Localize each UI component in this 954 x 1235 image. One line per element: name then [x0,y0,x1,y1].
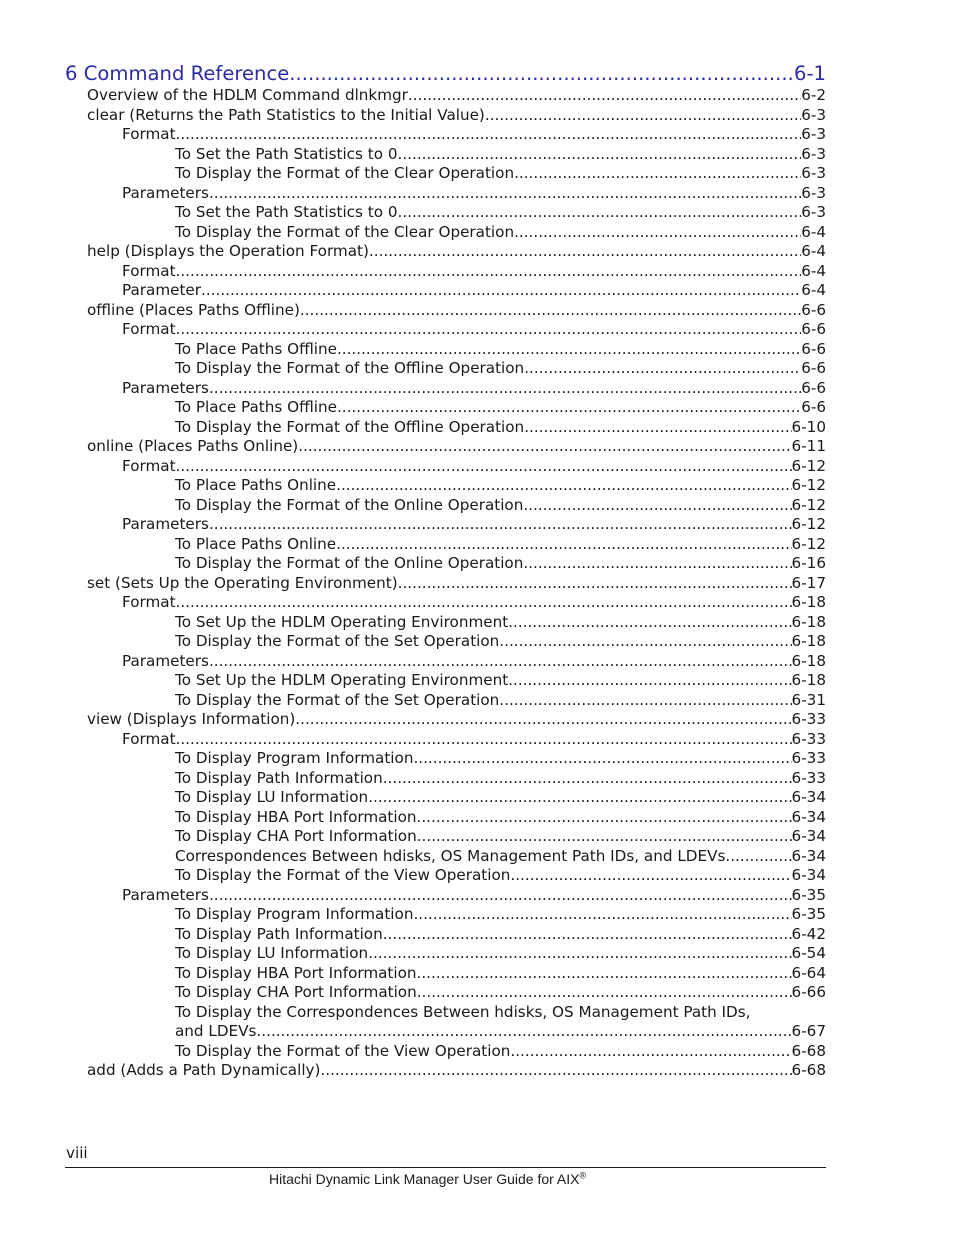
toc-entry[interactable] [0,379,826,399]
toc-leader-dots [514,164,801,184]
toc-leader-dots [368,944,791,964]
toc-entry-title: Parameters [122,885,209,904]
toc-entry-title: To Display the Format of the View Operation [175,1041,511,1060]
toc-entry-page: 6-54 [791,944,826,962]
toc-entry-page: 6-33 [791,749,826,767]
toc-leader-dots [508,613,791,633]
toc-entry-page: 6-68 [791,1041,826,1060]
toc-entry[interactable] [0,886,826,906]
toc-leader-dots [523,496,791,516]
toc-leader-dots [176,320,802,340]
toc-entry[interactable] [0,320,826,340]
toc-entry-page: 6-64 [791,963,826,982]
toc-leader-dots [510,866,791,886]
toc-entry-page: 6-6 [801,300,826,319]
toc-entry-title: Overview of the HDLM Command dlnkmgr [87,86,408,104]
toc-leader-dots [295,710,791,730]
toc-entry[interactable] [0,574,826,594]
toc-entry-title: To Display LU Information [175,944,369,962]
toc-entry[interactable] [0,301,826,321]
toc-entry-page: 6-18 [791,671,826,689]
toc-entry[interactable] [0,223,826,243]
toc-leader-dots [417,983,792,1003]
toc-entry-title: To Place Paths Offline [175,339,337,358]
toc-leader-dots [256,1022,791,1042]
toc-entry-title: To Display the Format of the Offline Operation [175,359,525,377]
toc-entry[interactable] [0,86,826,106]
toc-entry-page: 6-35 [791,885,826,904]
toc-entry[interactable] [0,671,826,691]
toc-leader-dots [209,886,792,906]
table-of-contents [0,62,954,1081]
toc-entry-page: 6-6 [801,339,826,358]
toc-entry-title: Parameters [122,651,209,670]
toc-entry-page: 6-68 [791,1061,826,1079]
footer-divider [65,1167,826,1168]
toc-entry[interactable] [0,554,826,574]
toc-entry-title: clear (Returns the Path Statistics to the Initial Value) [87,105,485,124]
toc-leader-dots [413,749,791,769]
toc-leader-dots [337,340,801,360]
toc-leader-dots [510,1042,791,1062]
toc-leader-dots [524,418,791,438]
toc-entry-page: 6-35 [791,905,826,923]
toc-entry-title: To Display HBA Port Information [175,807,417,826]
toc-leader-dots [336,535,791,555]
toc-entry-title: Correspondences Between hdisks, OS Management Path IDs, and LDEVs. [175,846,731,865]
toc-entry[interactable] [0,983,826,1003]
toc-entry[interactable] [0,125,826,145]
toc-entry-title: To Set the Path Statistics to 0 [175,144,398,163]
toc-entry-page: 6-34 [791,827,826,845]
toc-entry-title: To Display HBA Port Information [175,963,417,982]
toc-entry[interactable] [0,866,826,886]
toc-entry[interactable] [0,145,826,165]
footer-title-text: Hitachi Dynamic Link Manager User Guide for AIX [269,1171,580,1187]
toc-entry[interactable] [0,340,826,360]
toc-entry-title: To Display CHA Port Information [175,827,417,845]
toc-leader-dots [499,632,791,652]
toc-entry-title: To Display Path Information [175,924,383,943]
toc-entry-page: 6-3 [801,144,826,163]
toc-entry[interactable] [0,769,826,789]
toc-leader-dots [176,457,792,477]
toc-entry-title: Format [122,125,176,143]
toc-leader-dots [201,281,801,301]
toc-entry-title: To Display LU Information [175,788,369,806]
toc-entry-title: Format [122,729,176,748]
toc-entry-title: To Set the Path Statistics to 0 [175,203,398,221]
toc-entry[interactable] [0,730,826,750]
toc-entry-title: To Display the Format of the Clear Operation [175,222,515,241]
toc-entry[interactable] [0,944,826,964]
toc-entry-page: 6-3 [801,105,826,124]
toc-entry-title: help (Displays the Operation Format) [87,242,369,260]
toc-leader-dots [336,476,791,496]
toc-entry-page: 6-6 [801,359,826,377]
toc-entry-title: set (Sets Up the Operating Environment) [87,573,398,592]
toc-leader-dots [398,145,802,165]
toc-entry-title: Format [122,593,176,611]
toc-entry[interactable] [0,515,826,535]
toc-entry-title: Parameters [122,183,209,202]
toc-entry-page: 6-66 [791,983,826,1001]
toc-leader-dots [383,769,792,789]
toc-entry[interactable] [0,418,826,438]
toc-entry[interactable] [0,652,826,672]
toc-entry-page: 6-18 [791,593,826,611]
toc-entry-page: 6-34 [791,788,826,806]
toc-entry[interactable] [0,457,826,477]
toc-entry-title: Format [122,320,176,338]
toc-entry[interactable] [0,632,826,652]
toc-entry-page: 6-10 [791,417,826,436]
toc-entry-title: view (Displays Information) [87,710,296,728]
toc-entry-title: Format [122,261,176,280]
toc-entry-title: Format [122,456,176,475]
toc-entry-title: To Display the Format of the View Operation [175,866,511,884]
toc-entry[interactable] [0,749,826,769]
toc-entry-list [0,86,954,1081]
toc-entry-page: 6-4 [801,261,826,280]
toc-entry[interactable] [0,691,826,711]
toc-entry-title: add (Adds a Path Dynamically) [87,1061,321,1079]
toc-leader-dots [209,379,801,399]
toc-entry-page: 6-6 [801,320,826,338]
toc-leader-dots [398,574,792,594]
toc-leader-dots [514,223,801,243]
toc-entry-title: To Display the Format of the Clear Operation [175,164,515,182]
toc-entry-page: 6-2 [801,86,826,104]
toc-entry[interactable] [0,164,826,184]
toc-entry[interactable] [0,398,826,418]
toc-entry-title: and LDEVs [175,1022,257,1040]
toc-entry-page: 6-6 [801,378,826,397]
toc-entry[interactable] [0,106,826,126]
toc-entry-title: To Place Paths Offline [175,398,337,416]
toc-entry[interactable] [0,359,826,379]
toc-entry[interactable] [0,184,826,204]
toc-leader-dots [398,203,802,223]
toc-entry[interactable] [0,827,826,847]
toc-leader-dots [300,301,801,321]
toc-entry[interactable] [0,281,826,301]
toc-leader-dots [417,964,792,984]
toc-entry[interactable] [0,476,826,496]
toc-entry-page: 6-11 [791,437,826,455]
toc-entry-title: To Display the Format of the Set Operation [175,632,500,650]
toc-entry[interactable] [0,925,826,945]
toc-entry[interactable] [0,1022,826,1042]
toc-entry-page: 6-6 [801,398,826,416]
toc-entry-page: 6-33 [791,710,826,728]
toc-leader-dots [730,847,791,867]
toc-leader-dots [368,788,791,808]
toc-entry-title: To Display the Correspondences Between hdisks, OS Management Path IDs, [175,1002,751,1021]
toc-leader-dots [524,359,801,379]
toc-leader-dots [176,730,792,750]
toc-entry-title: To Display the Format of the Online Operation [175,495,524,514]
toc-leader-dots [320,1061,791,1081]
toc-leader-dots [408,86,801,106]
toc-entry-page: 6-33 [791,768,826,787]
toc-entry[interactable] [0,593,826,613]
toc-entry-page: 6-3 [801,164,826,182]
toc-entry-page: 6-31 [791,690,826,709]
toc-entry[interactable] [0,437,826,457]
registered-mark: ® [579,1170,587,1181]
toc-entry[interactable] [0,1061,826,1081]
toc-entry-page: 6-18 [791,632,826,650]
toc-leader-dots [413,905,791,925]
toc-entry-title: To Place Paths Online [175,476,337,494]
toc-entry-page: 6-12 [791,495,826,514]
toc-entry-page: 6-34 [791,866,826,884]
toc-leader-dots [176,262,802,282]
toc-entry[interactable] [0,1003,826,1023]
toc-leader-dots [176,593,792,613]
toc-leader-dots [298,437,791,457]
toc-leader-dots [417,808,792,828]
toc-leader-dots [499,691,791,711]
toc-entry-title: Parameter [122,281,202,299]
toc-entry[interactable] [0,535,826,555]
toc-entry-page: 6-12 [791,515,826,533]
toc-entry-page: 6-16 [791,554,826,572]
toc-leader-dots [417,827,792,847]
toc-leader-dots [209,184,801,204]
toc-entry[interactable] [0,1042,826,1062]
toc-entry-page: 6-17 [791,573,826,592]
toc-entry-title: To Display CHA Port Information [175,983,417,1001]
toc-entry[interactable] [0,808,826,828]
toc-entry-title: To Display the Format of the Set Operation [175,690,500,709]
toc-entry[interactable] [0,847,826,867]
toc-entry-page: 6-3 [801,183,826,202]
toc-entry-page: 6-42 [791,924,826,943]
toc-entry-page: 6-34 [791,807,826,826]
toc-entry-page: 6-4 [801,281,826,299]
footer-page-number: viii [66,1144,88,1162]
toc-entry[interactable] [0,905,826,925]
toc-chapter-page: 6-1 [793,62,826,85]
toc-leader-dots [209,515,792,535]
toc-entry-title: To Display the Format of the Online Operation [175,554,524,572]
toc-entry-title: offline (Places Paths Offline) [87,300,300,319]
toc-entry[interactable] [0,262,826,282]
toc-entry-title: To Set Up the HDLM Operating Environment [175,671,509,689]
toc-entry-title: To Place Paths Online [175,534,337,553]
toc-entry-title: To Set Up the HDLM Operating Environment [175,612,509,631]
toc-entry[interactable] [0,964,826,984]
toc-entry-page: 6-18 [791,651,826,670]
toc-leader-dots [508,671,791,691]
toc-entry-title: To Display Program Information [175,905,414,923]
footer-document-title [269,1171,586,1187]
toc-entry-page: 6-4 [801,222,826,241]
toc-entry-page: 6-34 [791,846,826,865]
toc-entry[interactable] [0,710,826,730]
toc-entry-title: online (Places Paths Online) [87,437,299,455]
toc-leader-dots [209,652,792,672]
toc-entry-page: 6-67 [791,1022,826,1040]
toc-entry-page: 6-3 [801,125,826,143]
toc-entry[interactable] [0,242,826,262]
toc-entry[interactable] [0,496,826,516]
toc-entry-page: 6-33 [791,729,826,748]
toc-leader-dots [523,554,791,574]
toc-leader-dots [485,106,801,126]
toc-entry-title: To Display Path Information [175,768,383,787]
toc-entry-page: 6-12 [791,456,826,475]
toc-entry-title: To Display Program Information [175,749,414,767]
toc-entry-page: 6-12 [791,476,826,494]
toc-entry-page: 6-4 [801,242,826,260]
toc-chapter-entry[interactable] [0,62,826,86]
toc-entry-page: 6-18 [791,612,826,631]
toc-entry-title: Parameters [122,515,209,533]
toc-entry-page: 6-12 [791,534,826,553]
toc-entry[interactable] [0,788,826,808]
toc-leader-dots [383,925,792,945]
toc-leader-dots [337,398,801,418]
toc-entry[interactable] [0,203,826,223]
toc-entry-page: 6-3 [801,203,826,221]
toc-leader-dots [289,62,794,86]
toc-leader-dots [369,242,801,262]
toc-entry-title: To Display the Format of the Offline Operation [175,417,525,436]
toc-entry[interactable] [0,613,826,633]
toc-chapter-title: 6 Command Reference [65,62,290,85]
toc-leader-dots [176,125,802,145]
toc-entry-title: Parameters [122,378,209,397]
